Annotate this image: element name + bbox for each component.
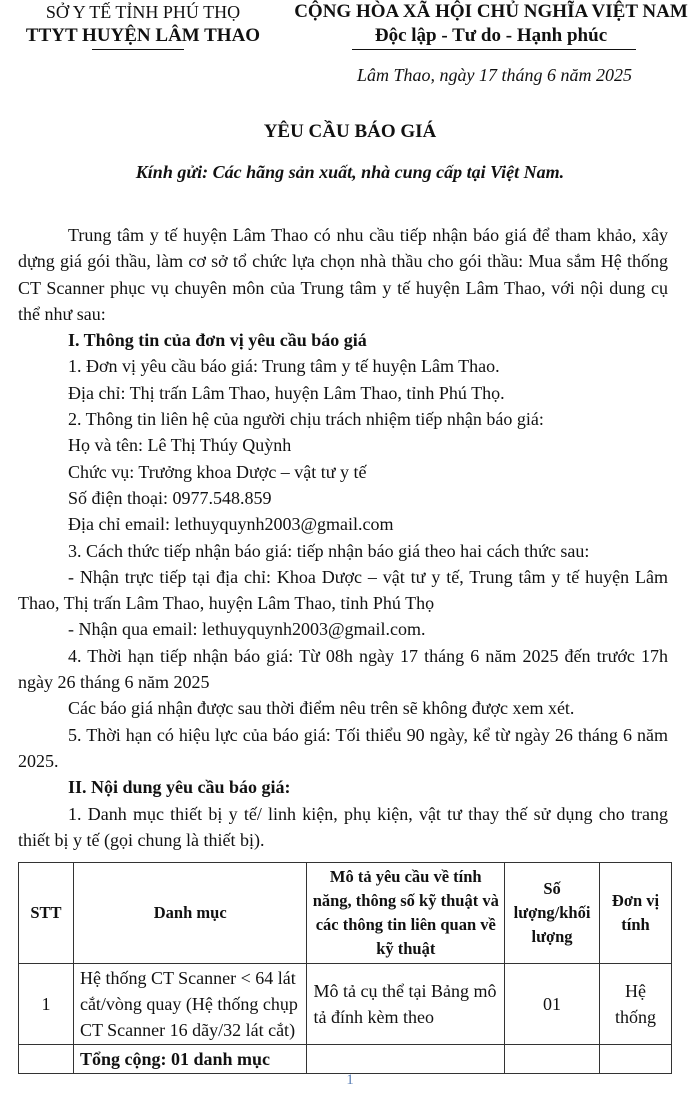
- header-description: Mô tả yêu cầu về tính năng, thông số kỹ thuật và các thông tin liên quan về kỹ thuật: [307, 863, 505, 964]
- department-name: SỞ Y TẾ TỈNH PHÚ THỌ: [45, 2, 241, 22]
- receive-deadline: 4. Thời hạn tiếp nhận báo giá: Từ 08h ngày 17 tháng 6 năm 2025 đến trước 17h ngày 26 tháng 6 năm 2025: [18, 645, 668, 693]
- equipment-list-intro: 1. Danh mục thiết bị y tế/ linh kiện, phụ kiện, vật tư thay thế sử dụng cho trang thiết bị y tế (gọi chung là thiết bị).: [18, 803, 668, 850]
- contact-email: Địa chỉ email: lethuyquynh2003@gmail.com: [68, 514, 394, 535]
- header-quantity: Số lượng/khối lượng: [505, 863, 600, 964]
- receive-method-heading: 3. Cách thức tiếp nhận báo giá: tiếp nhận báo giá theo hai cách thức sau:: [68, 540, 590, 561]
- total-empty-cell: [505, 1045, 600, 1074]
- contact-phone: Số điện thoại: 0977.548.859: [68, 487, 272, 508]
- table-row: [19, 964, 672, 1045]
- row-description: Mô tả cụ thể tại Bảng mô tả đính kèm theo: [307, 964, 505, 1045]
- greeting: Kính gửi: Các hãng sản xuất, nhà cung cấp tại Việt Nam.: [135, 162, 565, 182]
- receive-email: - Nhận qua email: lethuyquynh2003@gmail.com.: [68, 619, 426, 640]
- late-quote-note: Các báo giá nhận được sau thời điểm nêu trên sẽ không được xem xét.: [68, 698, 575, 719]
- total-empty-cell: [19, 1045, 74, 1074]
- header-unit: Đơn vị tính: [600, 863, 672, 964]
- row-stt: 1: [19, 964, 74, 1045]
- total-empty-cell: [600, 1045, 672, 1074]
- page-number: 1: [346, 1072, 354, 1088]
- table-total-row: [19, 1045, 672, 1074]
- receive-direct: - Nhận trực tiếp tại địa chỉ: Khoa Dược – vật tư y tế, Trung tâm y tế huyện Lâm Thao, Thị trấn Lâm Thao, huyện Lâm Thao, tỉnh Phú Thọ: [18, 566, 668, 614]
- document-body: [18, 222, 668, 853]
- section2-heading: II. Nội dung yêu cầu báo giá:: [68, 777, 291, 798]
- total-label: Tổng cộng: 01 danh mục: [73, 1045, 307, 1074]
- issuing-organization: [12, 0, 274, 48]
- total-empty-cell: [307, 1045, 505, 1074]
- organization-name: TTYT HUYỆN LÂM THAO: [25, 25, 261, 46]
- header-left-underline: [92, 49, 184, 50]
- quote-validity: 5. Thời hạn có hiệu lực của báo giá: Tối thiểu 90 ngày, kể từ ngày 26 tháng 6 năm 2025.: [18, 724, 668, 771]
- national-header: [282, 0, 700, 48]
- row-quantity: 01: [505, 964, 600, 1045]
- requester-address: Địa chỉ: Thị trấn Lâm Thao, huyện Lâm Thao, tỉnh Phú Thọ.: [68, 382, 505, 403]
- document-date: Lâm Thao, ngày 17 tháng 6 năm 2025: [356, 65, 632, 85]
- contact-position: Chức vụ: Trưởng khoa Dược – vật tư y tế: [68, 461, 367, 482]
- intro-paragraph: Trung tâm y tế huyện Lâm Thao có nhu cầu tiếp nhận báo giá để tham khảo, xây dựng giá gói thầu, làm cơ sở tổ chức lựa chọn nhà thầu cho gói thầu: Mua sắm Hệ thống CT Scanner phục vụ chuyên môn của Trung tâm y tế huyện Lâm Thao, với nội dung cụ thể như sau:: [18, 225, 668, 324]
- section1-heading: I. Thông tin của đơn vị yêu cầu báo giá: [68, 330, 367, 351]
- document-title: YÊU CẦU BÁO GIÁ: [263, 121, 437, 142]
- header-item: Danh mục: [73, 863, 307, 964]
- contact-name: Họ và tên: Lê Thị Thúy Quỳnh: [68, 435, 292, 456]
- header-right-underline: [352, 49, 636, 50]
- row-unit: Hệ thống: [600, 964, 672, 1045]
- equipment-table: [18, 862, 672, 1074]
- requester-unit: 1. Đơn vị yêu cầu báo giá: Trung tâm y tế huyện Lâm Thao.: [68, 356, 500, 377]
- nation-motto: Độc lập - Tư do - Hạnh phúc: [374, 25, 608, 46]
- table-header-row: [19, 863, 672, 964]
- nation-title: CỘNG HÒA XÃ HỘI CHỦ NGHĨA VIỆT NAM: [294, 1, 688, 22]
- contact-heading: 2. Thông tin liên hệ của người chịu trách nhiệm tiếp nhận báo giá:: [68, 409, 544, 430]
- row-item: Hệ thống CT Scanner < 64 lát cắt/vòng quay (Hệ thống chụp CT Scanner 16 dãy/32 lát cắt): [73, 964, 307, 1045]
- header-stt: STT: [19, 863, 74, 964]
